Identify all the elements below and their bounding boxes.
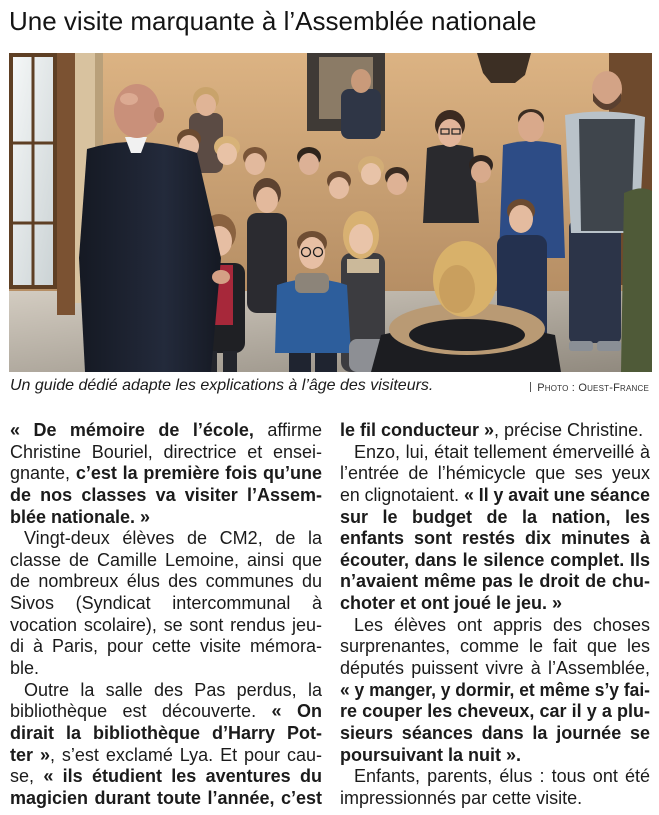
- credit-separator: [530, 382, 531, 392]
- body-text: affirme: [253, 420, 323, 440]
- text-line: [10, 442, 322, 464]
- text-line-content: [10, 442, 322, 464]
- text-line-content: [24, 528, 322, 550]
- text-line-content: [340, 636, 650, 658]
- photo-credit: [530, 381, 649, 395]
- text-line: [340, 766, 650, 788]
- body-text: Sivos (Syndicat intercommunal à: [10, 593, 322, 614]
- text-line-content: [340, 550, 650, 572]
- text-line-content: [10, 571, 322, 593]
- quote-text: ter »: [10, 744, 50, 765]
- text-line-content: [340, 788, 582, 810]
- text-line: [340, 507, 650, 529]
- text-line-content: [340, 485, 650, 507]
- body-text: bibliothèque est découverte.: [10, 701, 272, 722]
- text-line: [10, 593, 322, 615]
- quote-text: écouter, dans le silence complet. Ils: [340, 549, 650, 570]
- quote-text: re couper les cheveux, car il y a plu-: [340, 701, 650, 722]
- text-line-content: [340, 420, 643, 442]
- body-text: , s’est exclamé Lya. Et pour cau-: [49, 744, 322, 765]
- body-text: Vingt-deux élèves de CM2, de la: [24, 528, 322, 549]
- body-text: Christine Bouriel, directrice et ensei-: [10, 441, 322, 462]
- quote-text: « Il y avait une séance: [464, 484, 650, 505]
- text-line-content: [340, 745, 521, 767]
- text-line: [340, 485, 650, 507]
- text-line: [340, 723, 650, 745]
- text-line: [10, 420, 322, 442]
- body-text: se,: [10, 766, 44, 787]
- text-line-content: [340, 680, 650, 702]
- text-line: [10, 636, 322, 658]
- text-line: [340, 442, 650, 464]
- text-line: [10, 701, 322, 723]
- quote-text: sieurs séances dans la journée se: [340, 722, 650, 743]
- body-text: l’entrée de l’hémicycle que ses yeux: [340, 463, 650, 484]
- text-line: [340, 528, 650, 550]
- text-line-content: [340, 658, 650, 680]
- text-line-content: [10, 723, 322, 745]
- text-line: [340, 658, 650, 680]
- text-line: [10, 788, 322, 810]
- text-line: [340, 745, 650, 767]
- column-right: [340, 420, 650, 810]
- body-text: Les élèves ont appris des choses: [354, 614, 650, 635]
- text-line-content: [10, 658, 39, 680]
- quote-text: poursuivant la nuit ».: [340, 744, 522, 765]
- text-line: [340, 550, 650, 572]
- text-line-content: [10, 766, 322, 788]
- text-line: [10, 658, 322, 680]
- text-line-content: [340, 571, 650, 593]
- text-line-content: [10, 550, 322, 572]
- body-text: gnante,: [10, 463, 76, 484]
- body-text: , précise Christine.: [494, 420, 644, 440]
- text-line: [10, 680, 322, 702]
- quote-text: le fil conducteur »: [340, 420, 495, 440]
- text-line-content: [340, 701, 650, 723]
- body-text: classe de Camille Lemoine, ainsi que: [10, 549, 322, 570]
- body-text: Outre la salle des Pas perdus, la: [24, 679, 322, 700]
- text-line-content: [340, 463, 650, 485]
- text-line-content: [24, 680, 322, 702]
- text-line-content: [10, 593, 322, 615]
- body-text: vocation scolaire), se sont rendus jeu-: [10, 614, 322, 635]
- text-line: [10, 723, 322, 745]
- text-line: [10, 550, 322, 572]
- article-title: Une visite marquante à l’Assemblée nationale: [9, 6, 537, 36]
- text-line-content: [340, 593, 562, 615]
- text-line: [340, 463, 650, 485]
- text-line: [340, 680, 650, 702]
- body-text: ble.: [10, 658, 40, 679]
- body-text: Enzo, lui, était tellement émerveillé à: [354, 441, 650, 462]
- column-left: [10, 420, 322, 810]
- photo-credit-text: Photo : Ouest-France: [537, 382, 649, 394]
- body-text: di à Paris, pour cette visite mémora-: [10, 636, 322, 657]
- text-line: [10, 528, 322, 550]
- text-line-content: [354, 766, 650, 788]
- text-line: [10, 463, 322, 485]
- text-line: [340, 571, 650, 593]
- text-line: [10, 766, 322, 788]
- quote-text: magicien durant toute l’année, c’est: [10, 787, 322, 808]
- window: [9, 53, 57, 289]
- text-line-content: [10, 420, 322, 442]
- text-line: [10, 615, 322, 637]
- text-line-content: [10, 507, 150, 529]
- text-line-content: [10, 615, 322, 637]
- body-text: impressionnés par cette visite.: [340, 787, 583, 808]
- text-line-content: [10, 701, 322, 723]
- text-line-content: [10, 788, 322, 810]
- text-line: [340, 701, 650, 723]
- text-line-content: [10, 636, 322, 658]
- photo-caption: Un guide dédié adapte les explications à l’âge des visiteurs.: [10, 377, 434, 394]
- text-line-content: [354, 442, 650, 464]
- text-line-content: [340, 723, 650, 745]
- text-line: [10, 571, 322, 593]
- text-line-content: [10, 745, 322, 767]
- text-line: [340, 788, 650, 810]
- text-line: [10, 745, 322, 767]
- text-line: [340, 420, 650, 442]
- text-line: [340, 593, 650, 615]
- text-line: [10, 485, 322, 507]
- quote-text: blée nationale. »: [10, 506, 151, 527]
- text-line-content: [10, 463, 322, 485]
- quote-text: de nos classes va visiter l’Assem-: [10, 484, 322, 505]
- text-line: [340, 636, 650, 658]
- text-line-content: [354, 615, 650, 637]
- text-line-content: [340, 507, 650, 529]
- text-line: [10, 507, 322, 529]
- quote-text: sur le budget de la nation, les: [340, 506, 650, 527]
- text-line-content: [340, 528, 650, 550]
- quote-text: dirait la bibliothèque d’Harry Pot-: [10, 722, 322, 743]
- article-photo: [9, 53, 652, 372]
- door-panel: [57, 53, 75, 315]
- quote-text: « ils étudient les aventures du: [43, 766, 322, 787]
- body-text: de nombreux élus des communes du: [10, 571, 322, 592]
- text-line-content: [10, 485, 322, 507]
- body-text: Enfants, parents, élus : tous ont été: [354, 766, 650, 787]
- quote-text: « De mémoire de l’école,: [10, 420, 254, 440]
- quote-text: choter et ont joué le jeu. »: [340, 593, 563, 614]
- body-text: en clignotaient.: [340, 484, 465, 505]
- body-text: surprenantes, comme le fait que les: [340, 636, 650, 657]
- quote-text: « y manger, y dormir, et même s’y fai-: [340, 679, 650, 700]
- body-text: députés puissent vivre à l’Assemblée,: [340, 658, 650, 679]
- quote-text: c’est la première fois qu’une: [75, 463, 322, 484]
- quote-text: n’avaient même pas le droit de chu-: [340, 571, 650, 592]
- quote-text: enfants sont restés dix minutes à: [340, 528, 650, 549]
- text-line: [340, 615, 650, 637]
- adult-visitor: [621, 188, 652, 372]
- quote-text: « On: [271, 701, 322, 722]
